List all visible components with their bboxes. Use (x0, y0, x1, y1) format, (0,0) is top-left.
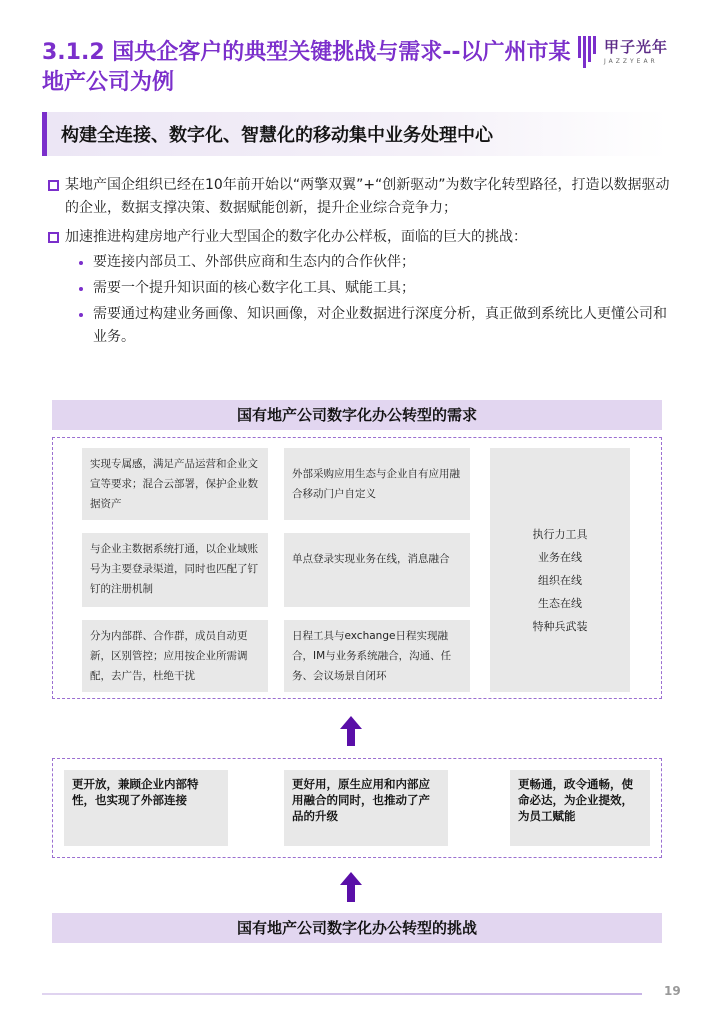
bullet-text: 加速推进构建房地产行业大型国企的数字化办公样板，面临的巨大的挑战： (65, 229, 527, 245)
arrow-up-icon (340, 872, 362, 902)
sub-bullet-item (79, 303, 678, 349)
dot-bullet-icon (79, 287, 83, 291)
demand-cell: 分为内部群、合作群，成员自动更新，区别管控；应用按企业所需调配，去广告，杜绝干扰 (82, 620, 268, 692)
sub-bullet-text: 需要一个提升知识面的核心数字化工具、赋能工具； (93, 280, 415, 296)
bullet-item (48, 174, 678, 220)
sub-bullet-item (79, 277, 678, 300)
demand-cell: 单点登录实现业务在线，消息融合 (284, 533, 470, 607)
side-item: 业务在线 (538, 551, 582, 564)
side-item: 组织在线 (538, 574, 582, 587)
demand-cell: 实现专属感，满足产品运营和企业文宣等要求；混合云部署，保护企业数据资产 (82, 448, 268, 520)
demand-cell: 日程工具与exchange日程实现融合，IM与业务系统融合，沟通、任务、会议场景自闭环 (284, 620, 470, 692)
footer-divider (42, 993, 642, 995)
demand-title-bar: 国有地产公司数字化办公转型的需求 (52, 400, 662, 430)
dot-bullet-icon (79, 261, 83, 265)
logo-text: 甲子光年 (604, 38, 669, 56)
dot-bullet-icon (79, 313, 83, 317)
challenge-cell: 更开放，兼顾企业内部特性，也实现了外部连接 (64, 770, 228, 846)
challenge-cell: 更畅通，政令通畅，使命必达，为企业提效，为员工赋能 (510, 770, 650, 846)
side-item-list (490, 523, 630, 638)
demand-cell: 外部采购应用生态与企业自有应用融合移动门户自定义 (284, 448, 470, 520)
sub-bullet-text: 需要通过构建业务画像、知识画像，对企业数据进行深度分析，真正做到系统比人更懂公司和业务。 (93, 306, 667, 345)
section-heading: 构建全连接、数字化、智慧化的移动集中业务处理中心 (61, 125, 493, 146)
arrow-up-icon (340, 716, 362, 746)
square-bullet-icon (48, 232, 59, 243)
logo-bars-icon (578, 36, 600, 68)
side-item: 执行力工具 (532, 528, 588, 541)
side-item: 特种兵武装 (532, 620, 588, 633)
bullet-list (48, 174, 678, 355)
bullet-item (48, 226, 678, 349)
sub-bullet-list (79, 251, 678, 349)
logo-subtext: JAZZYEAR (604, 58, 658, 65)
demand-cell: 与企业主数据系统打通，以企业域账号为主要登录渠道，同时也匹配了钉钉的注册机制 (82, 533, 268, 607)
sub-bullet-item (79, 251, 678, 274)
bullet-text: 某地产国企组织已经在10年前开始以“两擎双翼”+“创新驱动”为数字化转型路径，打造以数据驱动的企业，数据支撑决策、数据赋能创新，提升企业综合竞争力； (65, 177, 670, 216)
sub-bullet-text: 要连接内部员工、外部供应商和生态内的合作伙伴； (93, 254, 415, 270)
section-banner (42, 112, 668, 156)
side-item: 生态在线 (538, 597, 582, 610)
challenge-cell: 更好用，原生应用和内部应用融合的同时，也推动了产品的升级 (284, 770, 448, 846)
demand-side-panel (490, 448, 630, 692)
square-bullet-icon (48, 180, 59, 191)
challenge-title-bar: 国有地产公司数字化办公转型的挑战 (52, 913, 662, 943)
page-number: 19 (664, 984, 681, 998)
brand-logo (578, 36, 688, 74)
page-title: 3.1.2 国央企客户的典型关键挑战与需求--以广州市某地产公司为例 (42, 40, 571, 95)
